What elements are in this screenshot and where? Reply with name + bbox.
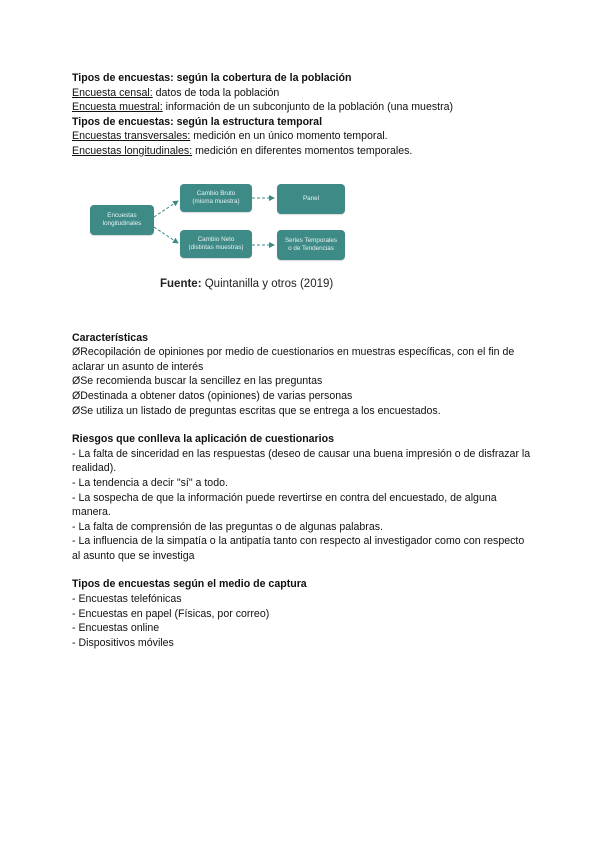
item-censal: Encuesta censal: datos de toda la población [72,86,280,99]
riesgo-item: - La falta de comprensión de las preguntas o de algunas palabras. [72,520,383,533]
item-transversales: Encuestas transversales: medición en un único momento temporal. [72,130,388,143]
box-cambio-neto: Cambio Neto (distintas muestras) [180,230,252,258]
medio-item: - Encuestas telefónicas [72,593,182,606]
riesgo-item: - La tendencia a decir "sí" a todo. [72,476,228,489]
caracteristica-item: ØSe recomienda buscar la sencillez en las preguntas [72,375,323,388]
document-page [72,71,532,650]
heading-caracteristicas: Características [72,331,148,344]
box-series-temporales: Series Temporales o de Tendencias [277,230,345,260]
arrow-to-bruto [154,201,178,217]
medio-item: - Dispositivos móviles [72,636,174,649]
box-panel: Panel [277,184,345,214]
medio-item: - Encuestas en papel (Físicas, por correo) [72,607,270,620]
riesgo-item: - La influencia de la simpatía o la antipatía tanto con respecto al investigador como con respecto al asunto que se investiga [72,535,525,562]
caracteristica-item: ØSe utiliza un listado de preguntas escritas que se entrega a los encuestados. [72,404,441,417]
caracteristica-item: ØDestinada a obtener datos (opiniones) de varias personas [72,389,353,402]
arrow-to-neto [154,227,178,243]
caracteristica-item: ØRecopilación de opiniones por medio de cuestionarios en muestras específicas, con el fin de aclarar un asunto de interés [72,346,515,373]
box-cambio-bruto: Cambio Bruto (misma muestra) [180,184,252,212]
box-encuestas-longitudinales: Encuestas longitudinales [90,205,154,235]
heading-medio-captura: Tipos de encuestas según el medio de captura [72,578,307,591]
heading-cobertura: Tipos de encuestas: según la cobertura de la población [72,72,352,84]
heading-riesgos: Riesgos que conlleva la aplicación de cuestionarios [72,433,334,446]
riesgo-item: - La falta de sinceridad en las respuestas (deseo de causar una buena impresión o de disfrazar la realidad). [72,447,531,475]
figure-caption: Fuente: Quintanilla y otros (2019) [160,277,334,290]
longitudinal-diagram [72,173,532,313]
item-longitudinales: Encuestas longitudinales: medición en diferentes momentos temporales. [72,144,413,157]
medio-item: - Encuestas online [72,622,160,635]
heading-temporal: Tipos de encuestas: según la estructura temporal [72,115,323,128]
riesgo-item: - La sospecha de que la información puede revertirse en contra del encuestado, de alguna manera. [72,491,497,519]
item-muestral: Encuesta muestral: información de un subconjunto de la población (una muestra) [72,101,454,114]
